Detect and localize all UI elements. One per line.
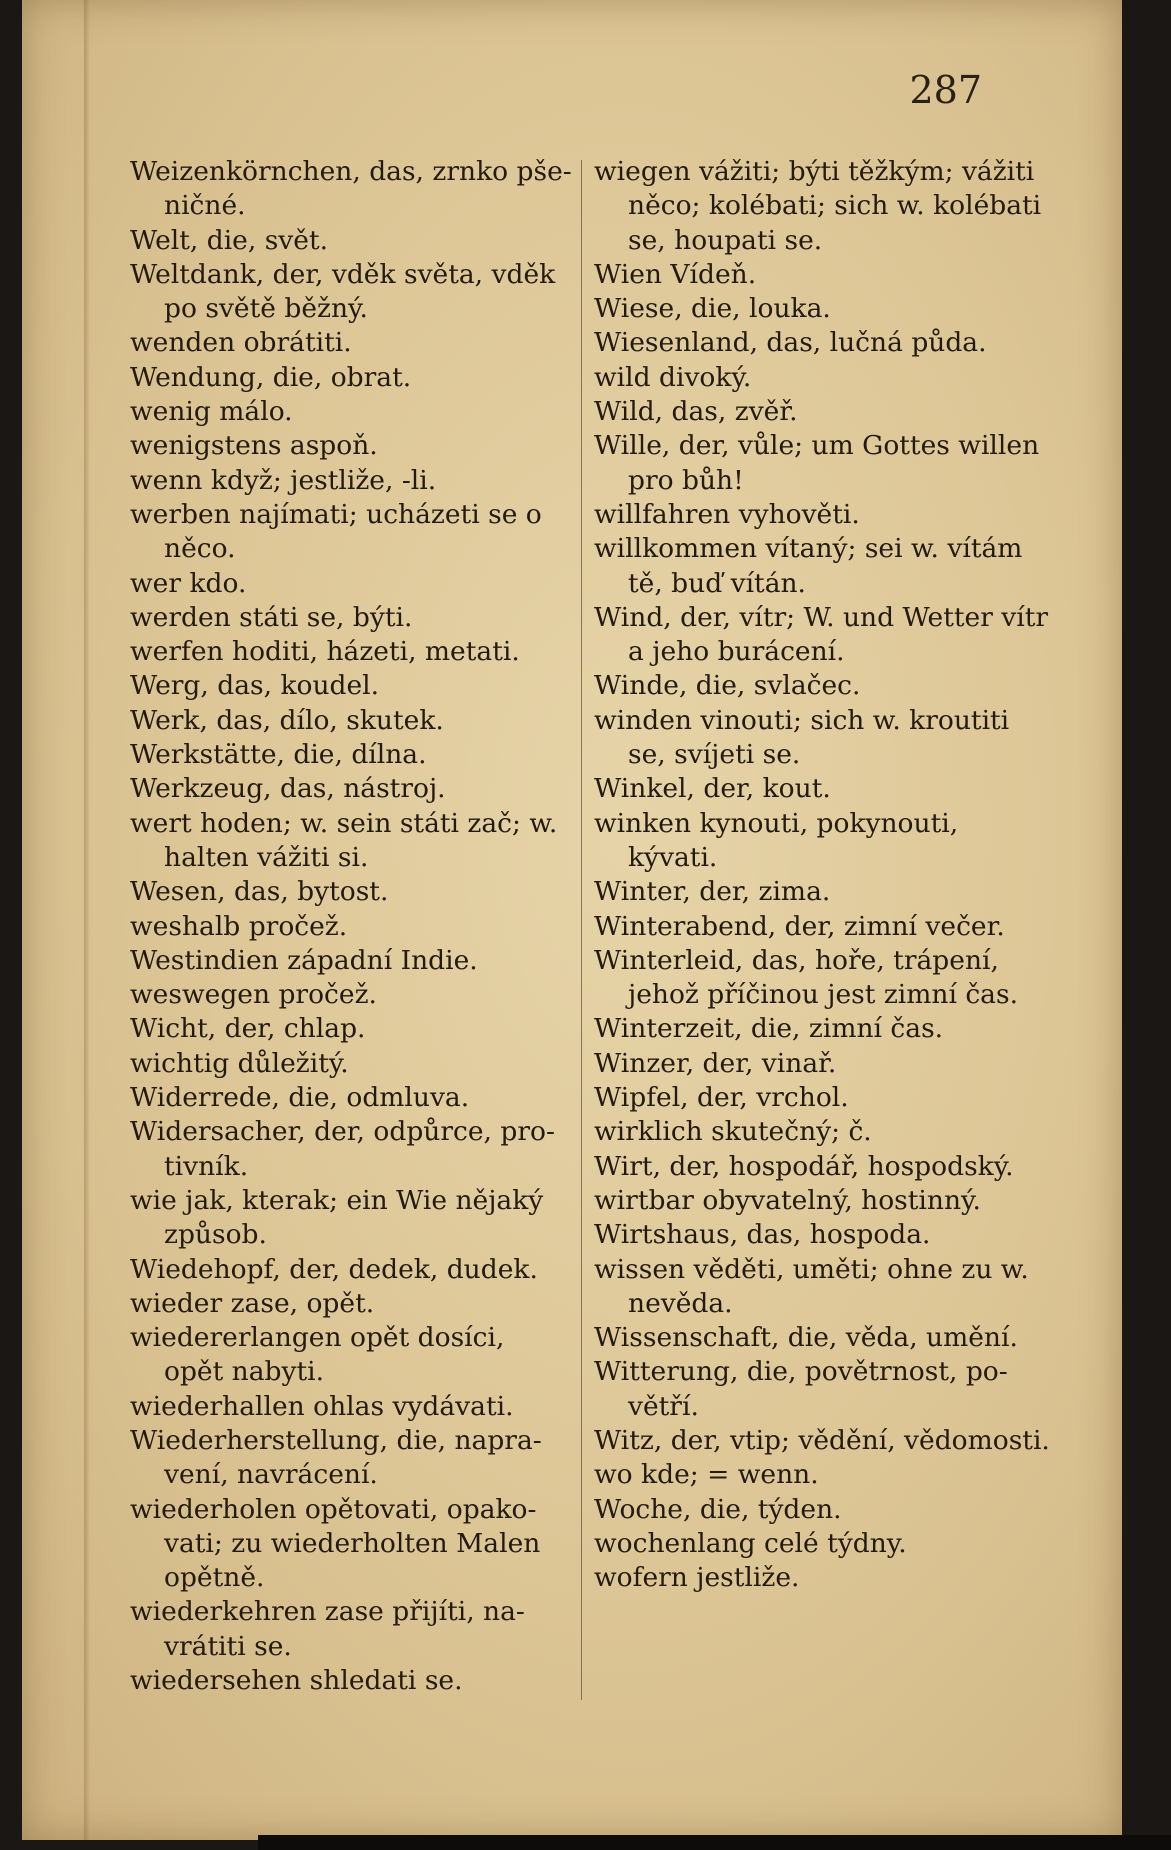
dictionary-entry: wer kdo. [130,567,247,599]
dictionary-entry: Wiederherstellung, die, napravení, navrácení. [130,1424,542,1491]
dictionary-entry: Witz, der, vtip; vědění, vědomosti. [594,1424,1050,1456]
dictionary-entry: Werkzeug, das, nástroj. [130,773,446,805]
dictionary-entry: wo kde; = wenn. [594,1459,819,1491]
dictionary-entry: wild divoký. [594,361,752,393]
dictionary-entry: Wirtshaus, das, hospoda. [594,1219,931,1251]
dictionary-entry: wiedererlangen opět dosíci, opět nabyti. [130,1322,505,1388]
dictionary-entry: Weltdank, der, vděk světa, vděk po světě běžný. [130,258,556,325]
dictionary-entry: Winde, die, svlačec. [594,670,861,702]
dictionary-entry: werden státi se, býti. [130,601,413,633]
dictionary-entry: wiederholen opětovati, opakovati; zu wiederholten Malen opětně. [130,1493,541,1594]
dictionary-entry: Wille, der, vůle; um Gottes willen pro bůh! [594,430,1040,496]
dictionary-entry: Werg, das, koudel. [130,670,380,702]
dictionary-entry: wiederkehren zase přijíti, navrátiti se. [130,1596,525,1662]
dark-bottom-band [258,1835,1171,1850]
dictionary-entry: Wiedehopf, der, dedek, dudek. [130,1253,538,1285]
dictionary-entry: wieder zase, opět. [130,1287,375,1319]
dictionary-entry: willkommen vítaný; sei w. vítám tě, buď vítán. [594,533,1023,599]
right-column [594,155,1054,1595]
dictionary-entry: wirklich skutečný; č. [594,1116,872,1148]
dictionary-entry: Werk, das, dílo, skutek. [130,704,444,736]
column-divider [581,160,582,1700]
dictionary-entry: weshalb pročež. [130,910,348,942]
dictionary-entry: wissen věděti, uměti; ohne zu w. nevěda. [594,1253,1029,1319]
dictionary-entry: Winter, der, zima. [594,876,831,908]
dictionary-entry: wie jak, kterak; ein Wie nějaký způsob. [130,1184,544,1251]
dictionary-entry: wert hoden; w. sein státi zač; w. halten vážiti si. [130,807,558,873]
dictionary-entry: wofern jestliže. [594,1562,800,1594]
dictionary-entry: wiedersehen shledati se. [130,1665,463,1697]
book-page [22,0,1122,1840]
dictionary-entry: Winzer, der, vinař. [594,1047,837,1079]
dictionary-entry: Wipfel, der, vrchol. [594,1082,849,1114]
dictionary-entry: Winterleid, das, hoře, trápení, jehož příčinou jest zimní čas. [594,944,1019,1011]
dictionary-entry: Woche, die, týden. [594,1493,842,1525]
dictionary-entry: wenn když; jestliže, -li. [130,464,437,496]
dictionary-entry: wochenlang celé týdny. [594,1527,907,1559]
dictionary-entry: winden vinouti; sich w. kroutiti se, svíjeti se. [594,704,1010,771]
dictionary-entry: willfahren vyhověti. [594,498,860,530]
dictionary-entry: Wissenschaft, die, věda, umění. [594,1322,1018,1354]
dictionary-entry: Weizenkörnchen, das, zrnko pšeničné. [130,156,572,222]
left-column [130,155,572,1698]
dictionary-entry: Winkel, der, kout. [594,773,831,805]
dictionary-entry: Wiese, die, louka. [594,293,831,325]
dictionary-entry: wenden obrátiti. [130,327,352,359]
dictionary-entry: wenig málo. [130,396,293,428]
dictionary-entry: wiegen vážiti; býti těžkým; vážiti něco; kolébati; sich w. kolébati se, houpati se. [594,156,1042,256]
dictionary-entry: Wicht, der, chlap. [130,1013,366,1045]
dictionary-entry: Wendung, die, obrat. [130,361,412,393]
dictionary-entry: Welt, die, svět. [130,224,329,256]
dictionary-entry: wichtig důležitý. [130,1047,349,1079]
dictionary-entry: wirtbar obyvatelný, hostinný. [594,1184,981,1216]
dictionary-entry: Wild, das, zvěř. [594,396,798,428]
dictionary-entry: werfen hoditi, házeti, metati. [130,636,520,668]
dictionary-entry: weswegen pročež. [130,979,377,1011]
dictionary-entry: Widerrede, die, odmluva. [130,1082,470,1114]
dictionary-entry: Wesen, das, bytost. [130,876,389,908]
dictionary-entry: winken kynouti, pokynouti, kývati. [594,807,959,873]
page-number: 287 [909,68,982,112]
dictionary-entry: Westindien západní Indie. [130,944,478,976]
dictionary-entry: Wind, der, vítr; W. und Wetter vítr a jeho burácení. [594,601,1049,668]
dictionary-entry: Witterung, die, povětrnost, povětří. [594,1356,1008,1422]
dictionary-entry: Werkstätte, die, dílna. [130,739,427,771]
dictionary-entry: Winterabend, der, zimní večer. [594,910,1005,942]
dictionary-entry: werben najímati; ucházeti se o něco. [130,498,542,565]
dictionary-entry: wenigstens aspoň. [130,430,378,462]
page-spine-shadow [84,0,90,1840]
dictionary-entry: Widersacher, der, odpůrce, protivník. [130,1116,555,1182]
dictionary-entry: Winterzeit, die, zimní čas. [594,1013,944,1045]
dictionary-entry: wiederhallen ohlas vydávati. [130,1390,514,1422]
dictionary-entry: Wirt, der, hospodář, hospodský. [594,1150,1014,1182]
dictionary-entry: Wien Vídeň. [594,258,757,290]
dictionary-entry: Wiesenland, das, lučná půda. [594,327,987,359]
